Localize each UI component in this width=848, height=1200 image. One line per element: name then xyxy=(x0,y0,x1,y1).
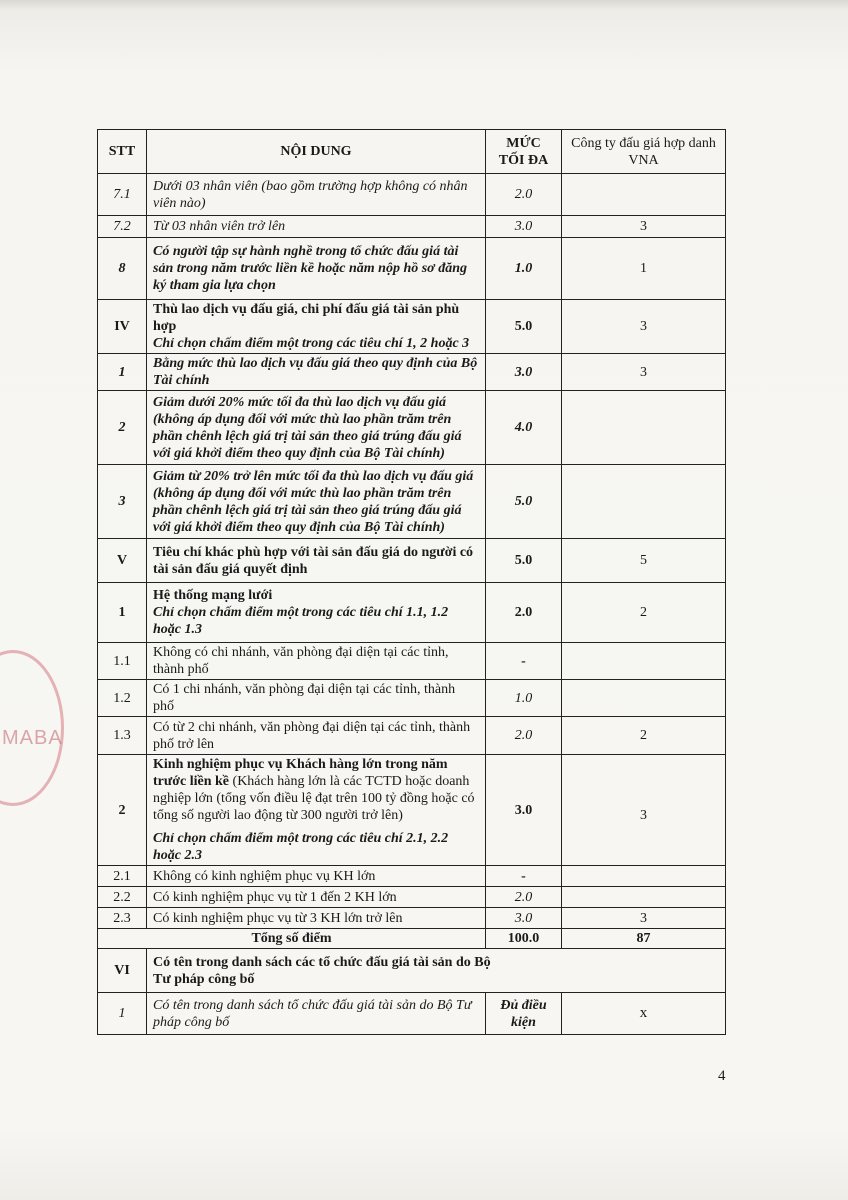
row-score xyxy=(562,465,726,539)
row-stt: 3 xyxy=(98,465,147,539)
table-row xyxy=(98,300,726,354)
row-score xyxy=(562,866,726,887)
header-stt: STT xyxy=(98,130,147,174)
row-max: 3.0 xyxy=(486,354,562,391)
row-max: 2.0 xyxy=(486,887,562,908)
row-content: Không có kinh nghiệm phục vụ KH lớn xyxy=(147,866,486,887)
row-max: - xyxy=(486,866,562,887)
scoring-table xyxy=(97,129,726,1035)
table-row xyxy=(98,539,726,583)
row-stt: IV xyxy=(98,300,147,354)
row-stt: 7.2 xyxy=(98,216,147,238)
header-score: Công ty đấu giá hợp danh VNA xyxy=(562,130,726,174)
row-stt: 8 xyxy=(98,238,147,300)
row-stt: 1.1 xyxy=(98,643,147,680)
row-max: 2.0 xyxy=(486,717,562,755)
row-max: 4.0 xyxy=(486,391,562,465)
table-row xyxy=(98,174,726,216)
row-score: 5 xyxy=(562,539,726,583)
page-number: 4 xyxy=(718,1068,726,1084)
row-max: 5.0 xyxy=(486,300,562,354)
section-stt: VI xyxy=(98,949,147,993)
row-content: Giảm dưới 20% mức tối đa thù lao dịch vụ đấu giá (không áp dụng đối với mức thù lao phần trăm trên phần chênh lệch giá trị tài sản theo giá trúng đấu giá với giá khởi điểm theo quy định của Bộ Tài chính) xyxy=(147,391,486,465)
row-max: 2.0 xyxy=(486,174,562,216)
row-score: 3 xyxy=(562,300,726,354)
row-score: 2 xyxy=(562,717,726,755)
row-max: 1.0 xyxy=(486,680,562,717)
row-stt: 2.2 xyxy=(98,887,147,908)
header-content: NỘI DUNG xyxy=(147,130,486,174)
table-row xyxy=(98,391,726,465)
row-stt: 1.3 xyxy=(98,717,147,755)
table-row xyxy=(98,354,726,391)
table-row xyxy=(98,866,726,887)
row-content: Có 1 chi nhánh, văn phòng đại diện tại các tỉnh, thành phố xyxy=(147,680,486,717)
row-max: 1.0 xyxy=(486,238,562,300)
row-content: Từ 03 nhân viên trở lên xyxy=(147,216,486,238)
row-score xyxy=(562,643,726,680)
table-row xyxy=(98,643,726,680)
row-score xyxy=(562,391,726,465)
row-score: x xyxy=(562,993,726,1035)
row-score xyxy=(562,887,726,908)
row-score: 3 xyxy=(562,354,726,391)
row-score: 1 xyxy=(562,238,726,300)
row-score: 3 xyxy=(562,216,726,238)
table-header-row xyxy=(98,130,726,174)
table-row xyxy=(98,717,726,755)
row-score: 3 xyxy=(562,908,726,929)
row-stt: 2.3 xyxy=(98,908,147,929)
total-row xyxy=(98,929,726,949)
row-stt: 1 xyxy=(98,354,147,391)
row-content: Có từ 2 chi nhánh, văn phòng đại diện tại các tỉnh, thành phố trở lên xyxy=(147,717,486,755)
row-content: Tiêu chí khác phù hợp với tài sản đấu giá do người có tài sản đấu giá quyết định xyxy=(147,539,486,583)
row-content: Có kinh nghiệm phục vụ từ 3 KH lớn trở lên xyxy=(147,908,486,929)
table-row xyxy=(98,238,726,300)
row-stt: V xyxy=(98,539,147,583)
section-row xyxy=(98,949,726,993)
row-score: 3 xyxy=(562,755,726,866)
row-max: - xyxy=(486,643,562,680)
section-content: Có tên trong danh sách các tổ chức đấu giá tài sản do Bộ Tư pháp công bố xyxy=(147,949,726,993)
row-score: 2 xyxy=(562,583,726,643)
row-content: Dưới 03 nhân viên (bao gồm trường hợp không có nhân viên nào) xyxy=(147,174,486,216)
row-max: 5.0 xyxy=(486,465,562,539)
row-stt: 1 xyxy=(98,583,147,643)
header-max: MỨC TỐI ĐA xyxy=(486,130,562,174)
row-max: Đủ điều kiện xyxy=(486,993,562,1035)
row-content: Bằng mức thù lao dịch vụ đấu giá theo quy định của Bộ Tài chính xyxy=(147,354,486,391)
total-max: 100.0 xyxy=(486,929,562,949)
row-content: Thù lao dịch vụ đấu giá, chi phí đấu giá tài sản phù hợp Chỉ chọn chấm điểm một trong các tiêu chí 1, 2 hoặc 3 xyxy=(147,300,486,354)
row-max: 3.0 xyxy=(486,755,562,866)
table-row xyxy=(98,583,726,643)
row-max: 3.0 xyxy=(486,908,562,929)
row-stt: 2 xyxy=(98,391,147,465)
row-score xyxy=(562,174,726,216)
total-label: Tổng số điểm xyxy=(98,929,486,949)
row-content: Giảm từ 20% trở lên mức tối đa thù lao dịch vụ đấu giá (không áp dụng đối với mức thù lao phần trăm trên phần chênh lệch giá trị tài sản theo giá trúng đấu giá với giá khởi điểm theo quy định của Bộ Tài chính) xyxy=(147,465,486,539)
row-stt: 2.1 xyxy=(98,866,147,887)
table-row xyxy=(98,465,726,539)
row-content: Kinh nghiệm phục vụ Khách hàng lớn trong năm trước liền kề (Khách hàng lớn là các TCTD hoặc doanh nghiệp lớn (tổng vốn điều lệ đạt trên 100 tỷ đồng hoặc có tổng số người lao động từ 300 người trở lên) Chỉ chọn chấm điểm một trong các tiêu chí 2.1, 2.2 hoặc 2.3 xyxy=(147,755,486,866)
stamp-seal-text: MABA xyxy=(2,727,63,749)
row-stt: 2 xyxy=(98,755,147,866)
row-content: Không có chi nhánh, văn phòng đại diện tại các tỉnh, thành phố xyxy=(147,643,486,680)
table-row xyxy=(98,887,726,908)
row-stt: 1 xyxy=(98,993,147,1035)
row-content: Hệ thống mạng lưới Chỉ chọn chấm điểm một trong các tiêu chí 1.1, 1.2 hoặc 1.3 xyxy=(147,583,486,643)
table-row xyxy=(98,755,726,866)
row-max: 2.0 xyxy=(486,583,562,643)
row-content: Có tên trong danh sách tổ chức đấu giá tài sản do Bộ Tư pháp công bố xyxy=(147,993,486,1035)
table-row xyxy=(98,908,726,929)
row-stt: 7.1 xyxy=(98,174,147,216)
row-content: Có người tập sự hành nghề trong tổ chức đấu giá tài sản trong năm trước liền kề hoặc năm nộp hồ sơ đăng ký tham gia lựa chọn xyxy=(147,238,486,300)
table-row xyxy=(98,993,726,1035)
table-row xyxy=(98,680,726,717)
row-content: Có kinh nghiệm phục vụ từ 1 đến 2 KH lớn xyxy=(147,887,486,908)
table-row xyxy=(98,216,726,238)
row-max: 3.0 xyxy=(486,216,562,238)
total-score: 87 xyxy=(562,929,726,949)
row-score xyxy=(562,680,726,717)
row-max: 5.0 xyxy=(486,539,562,583)
row-stt: 1.2 xyxy=(98,680,147,717)
scan-edge-shadow xyxy=(0,0,848,10)
